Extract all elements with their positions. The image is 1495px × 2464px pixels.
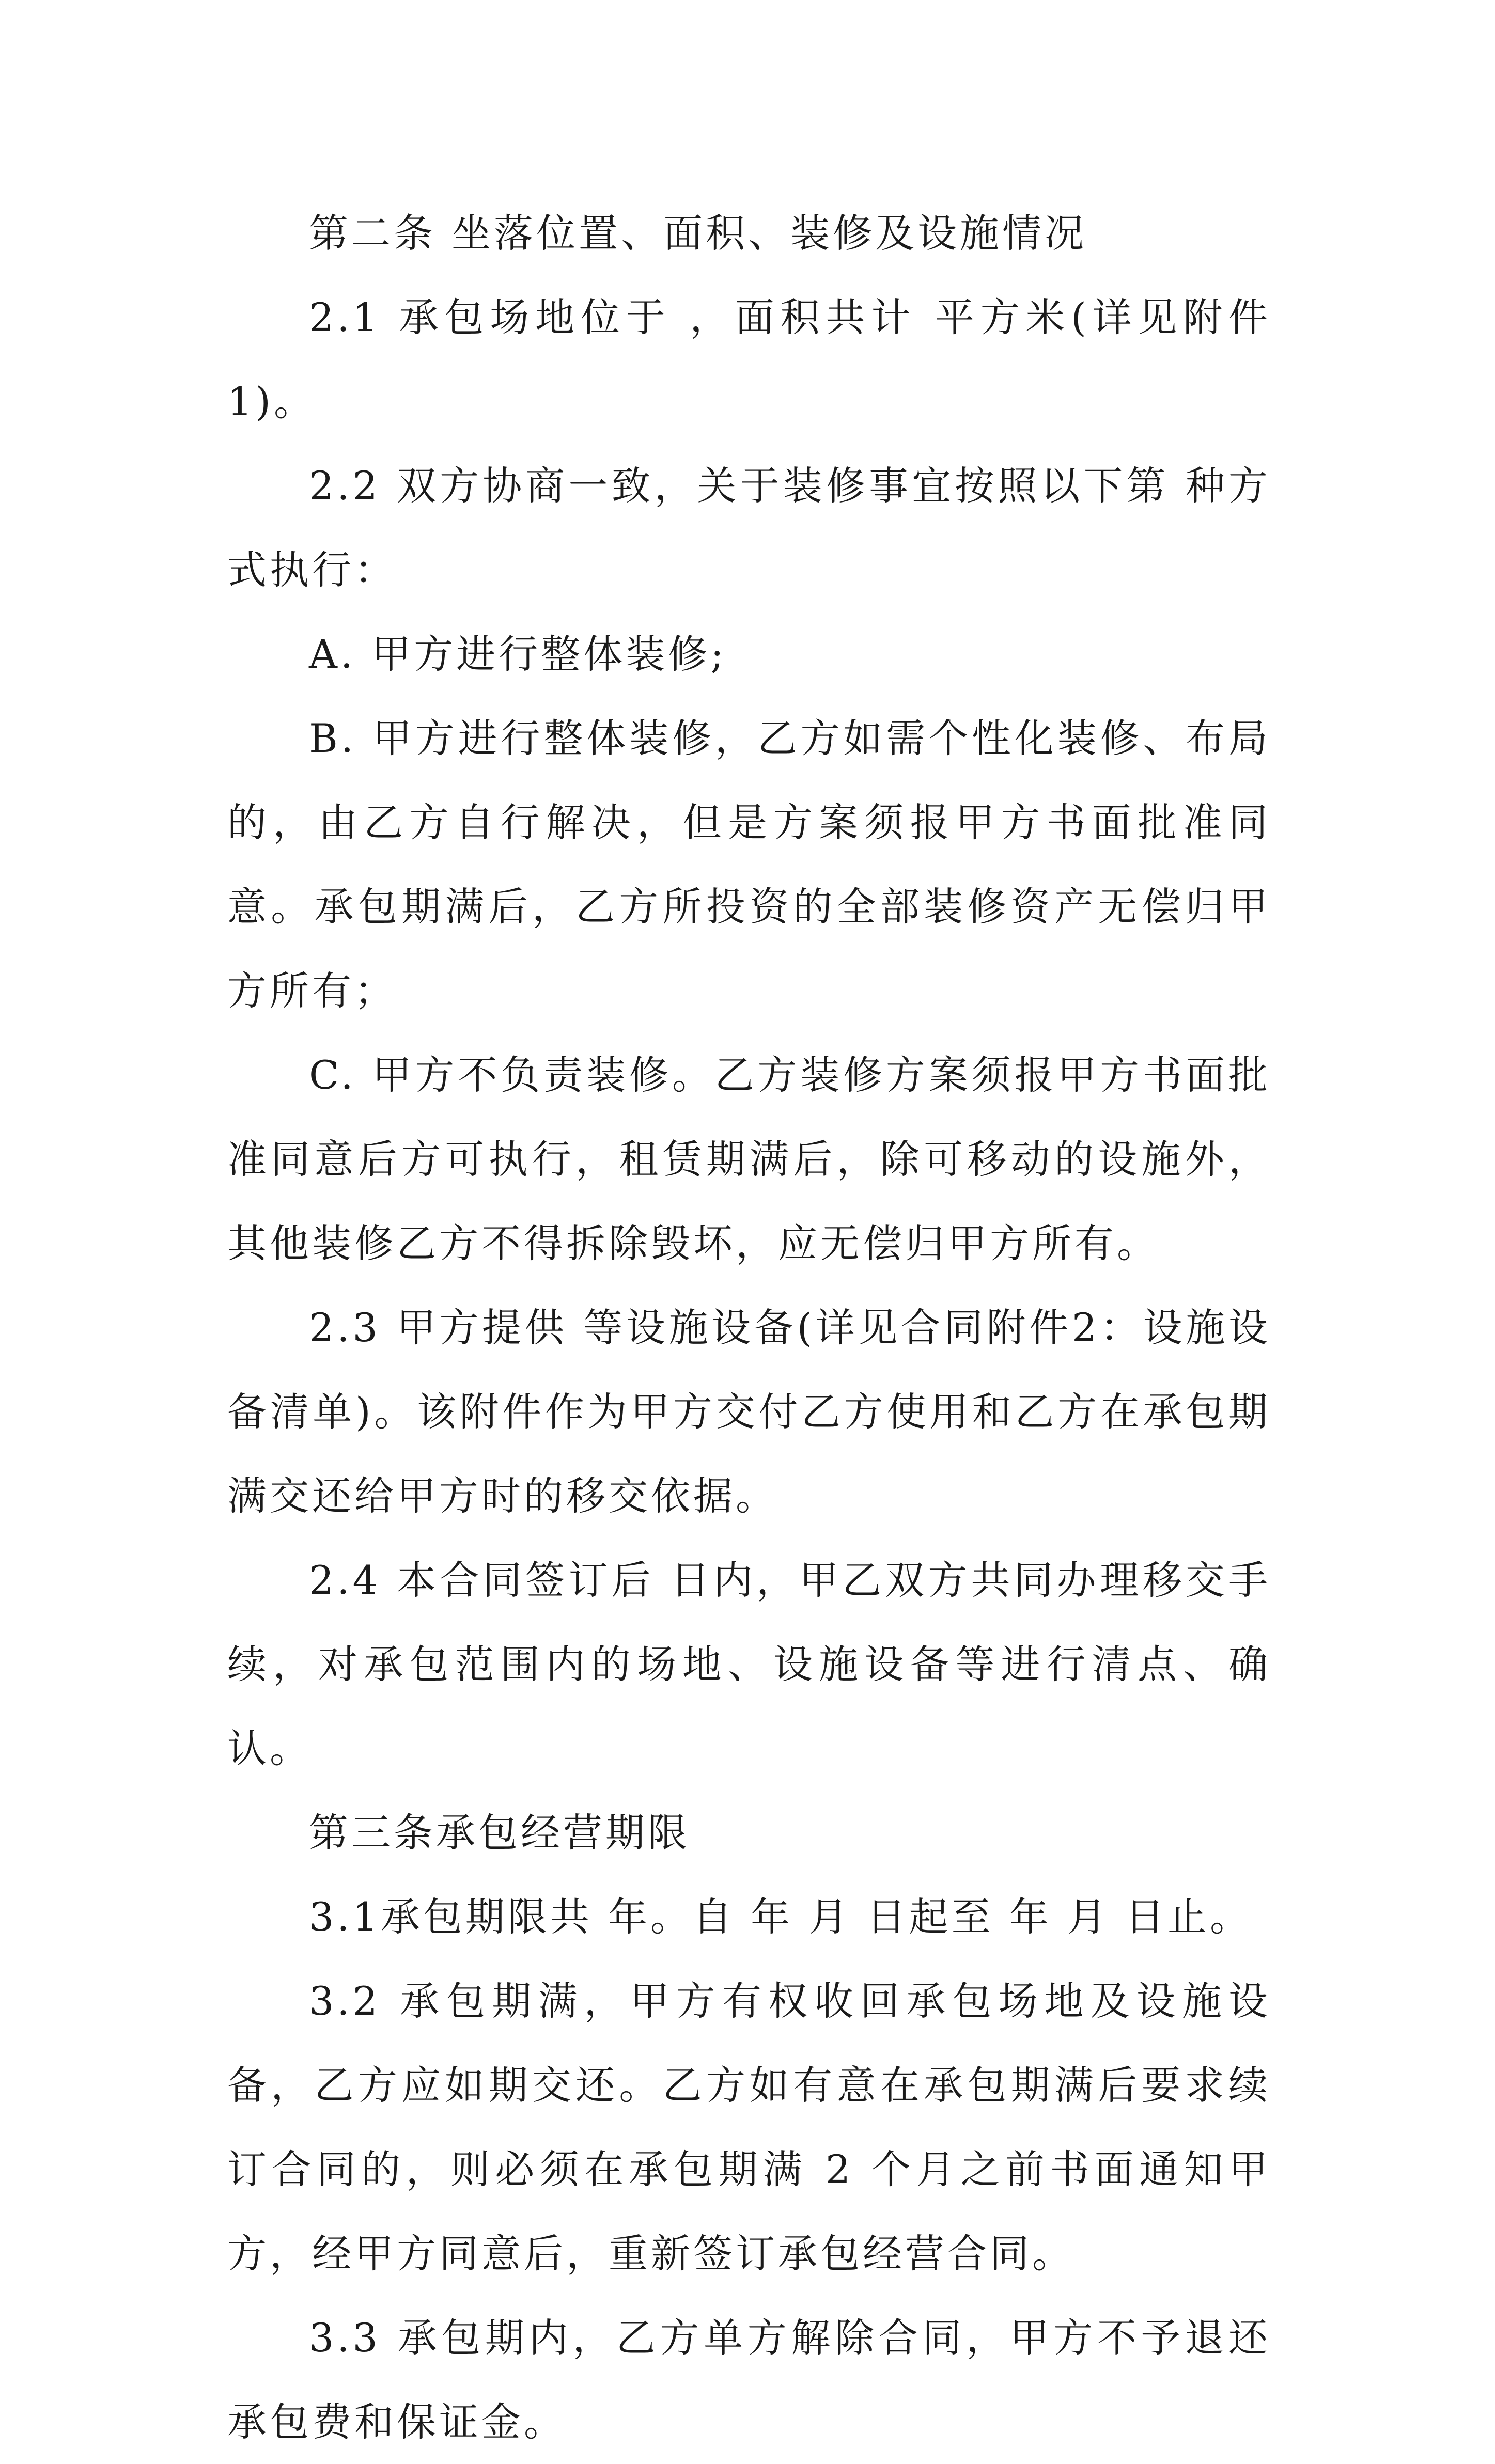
clause-2-3: 2.3 甲方提供 等设施设备(详见合同附件2：设施设备清单)。该附件作为甲方交付乙方使用和乙方在承包期满交还给甲方时的移交依据。 <box>227 1305 1271 1519</box>
clause-2-1: 2.1 承包场地位于 ，面积共计 平方米(详见附件1)。 <box>227 294 1271 425</box>
article-3-heading: 第三条承包经营期限 <box>309 1810 690 1856</box>
document-body <box>227 191 1271 2464</box>
option-a: A. 甲方进行整体装修; <box>309 631 727 677</box>
clause-3-2: 3.2 承包期满，甲方有权收回承包场地及设施设备，乙方应如期交还。乙方如有意在承包期满后要求续订合同的，则必须在承包期满 2 个月之前书面通知甲方，经甲方同意后，重新签订承包经营合同。 <box>227 1978 1271 2277</box>
clause-3-1: 3.1承包期限共 年。自 年 月 日起至 年 月 日止。 <box>309 1894 1252 1940</box>
option-c: C. 甲方不负责装修。乙方装修方案须报甲方书面批准同意后方可执行，租赁期满后，除可移动的设施外，其他装修乙方不得拆除毁坏，应无偿归甲方所有。 <box>227 1052 1271 1266</box>
option-b: B. 甲方进行整体装修，乙方如需个性化装修、布局的，由乙方自行解决，但是方案须报甲方书面批准同意。承包期满后，乙方所投资的全部装修资产无偿归甲方所有； <box>227 715 1271 1014</box>
clause-2-2: 2.2 双方协商一致，关于装修事宜按照以下第 种方式执行： <box>227 463 1271 593</box>
clause-2-4: 2.4 本合同签订后 日内，甲乙双方共同办理移交手续，对承包范围内的场地、设施设备等进行清点、确认。 <box>227 1557 1271 1771</box>
article-2-heading: 第二条 坐落位置、面积、装修及设施情况 <box>309 210 1087 256</box>
clause-3-3: 3.3 承包期内，乙方单方解除合同，甲方不予退还承包费和保证金。 <box>227 2315 1271 2445</box>
